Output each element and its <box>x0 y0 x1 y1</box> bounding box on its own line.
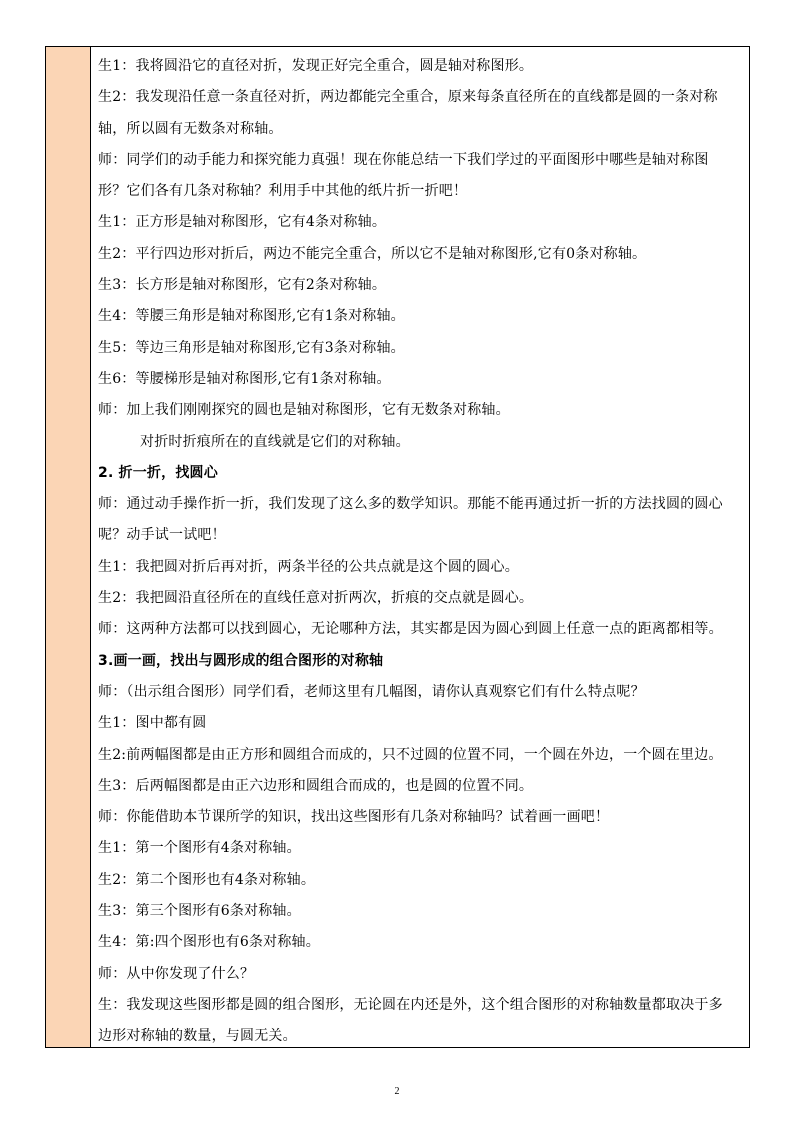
text-line: 对折时折痕所在的直线就是它们的对称轴。 <box>140 433 410 450</box>
text-line: 生4：等腰三角形是轴对称图形,它有1条对称轴。 <box>98 308 405 325</box>
text-line: 生2：平行四边形对折后，两边不能完全重合，所以它不是轴对称图形,它有0条对称轴。 <box>98 245 647 262</box>
text-line: 师：加上我们刚刚探究的圆也是轴对称图形，它有无数条对称轴。 <box>98 402 510 419</box>
text-line: 生4：第:四个图形也有6条对称轴。 <box>98 934 320 951</box>
label-column <box>46 47 91 1047</box>
text-line: 形？它们各有几条对称轴？利用手中其他的纸片折一折吧！ <box>98 183 468 200</box>
document-table <box>45 46 750 1048</box>
text-line: 生3：后两幅图都是由正六边形和圆组合而成的，也是圆的位置不同。 <box>98 777 534 794</box>
text-line: 师：从中你发现了什么？ <box>98 965 255 982</box>
section-heading: 2. 折一折，找圆心 <box>98 464 218 481</box>
text-line: 轴，所以圆有无数条对称轴。 <box>98 120 283 137</box>
text-line: 生1：我把圆对折后再对折，两条半径的公共点就是这个圆的圆心。 <box>98 558 519 575</box>
text-line: 师：你能借助本节课所学的知识，找出这些图形有几条对称轴吗？试着画一画吧！ <box>98 809 610 826</box>
lesson-content <box>91 47 749 1047</box>
text-line: 生3：长方形是轴对称图形，它有2条对称轴。 <box>98 277 387 294</box>
text-line: 生1：正方形是轴对称图形，它有4条对称轴。 <box>98 214 387 231</box>
text-line: 生2：我发现沿任意一条直径对折，两边都能完全重合，原来每条直径所在的直线都是圆的一条对称 <box>98 89 718 106</box>
text-line: 师：同学们的动手能力和探究能力真强！现在你能总结一下我们学过的平面图形中哪些是轴对称图 <box>98 151 709 168</box>
page-number: 2 <box>394 1086 400 1097</box>
text-line: 边形对称轴的数量，与圆无关。 <box>98 1028 297 1045</box>
text-line: 生1：第一个图形有4条对称轴。 <box>98 840 301 857</box>
text-line: 师：通过动手操作折一折，我们发现了这么多的数学知识。那能不能再通过折一折的方法找圆的圆心 <box>98 496 723 513</box>
text-line: 生2:前两幅图都是由正方形和圆组合而成的，只不过圆的位置不同，一个圆在外边，一个圆在里边。 <box>98 746 723 763</box>
text-line: 生2：第二个图形也有4条对称轴。 <box>98 871 316 888</box>
text-line: 生3：第三个图形有6条对称轴。 <box>98 903 301 920</box>
section-heading: 3.画一画，找出与圆形成的组合图形的对称轴 <box>98 652 384 669</box>
text-line: 师：这两种方法都可以找到圆心，无论哪种方法，其实都是因为圆心到圆上任意一点的距离都相等。 <box>98 621 723 638</box>
text-line: 生2：我把圆沿直径所在的直线任意对折两次，折痕的交点就是圆心。 <box>98 590 534 607</box>
text-line: 生1：图中都有圆 <box>98 715 207 732</box>
text-line: 生：我发现这些图形都是圆的组合图形，无论圆在内还是外，这个组合图形的对称轴数量都取决于多 <box>98 996 723 1013</box>
text-line: 师：（出示组合图形）同学们看，老师这里有几幅图，请你认真观察它们有什么特点呢？ <box>98 683 645 700</box>
text-line: 生6：等腰梯形是轴对称图形,它有1条对称轴。 <box>98 370 391 387</box>
text-line: 生1：我将圆沿它的直径对折，发现正好完全重合，圆是轴对称图形。 <box>98 58 534 74</box>
text-line: 生5：等边三角形是轴对称图形,它有3条对称轴。 <box>98 339 405 356</box>
text-line: 呢？动手试一试吧！ <box>98 527 226 544</box>
